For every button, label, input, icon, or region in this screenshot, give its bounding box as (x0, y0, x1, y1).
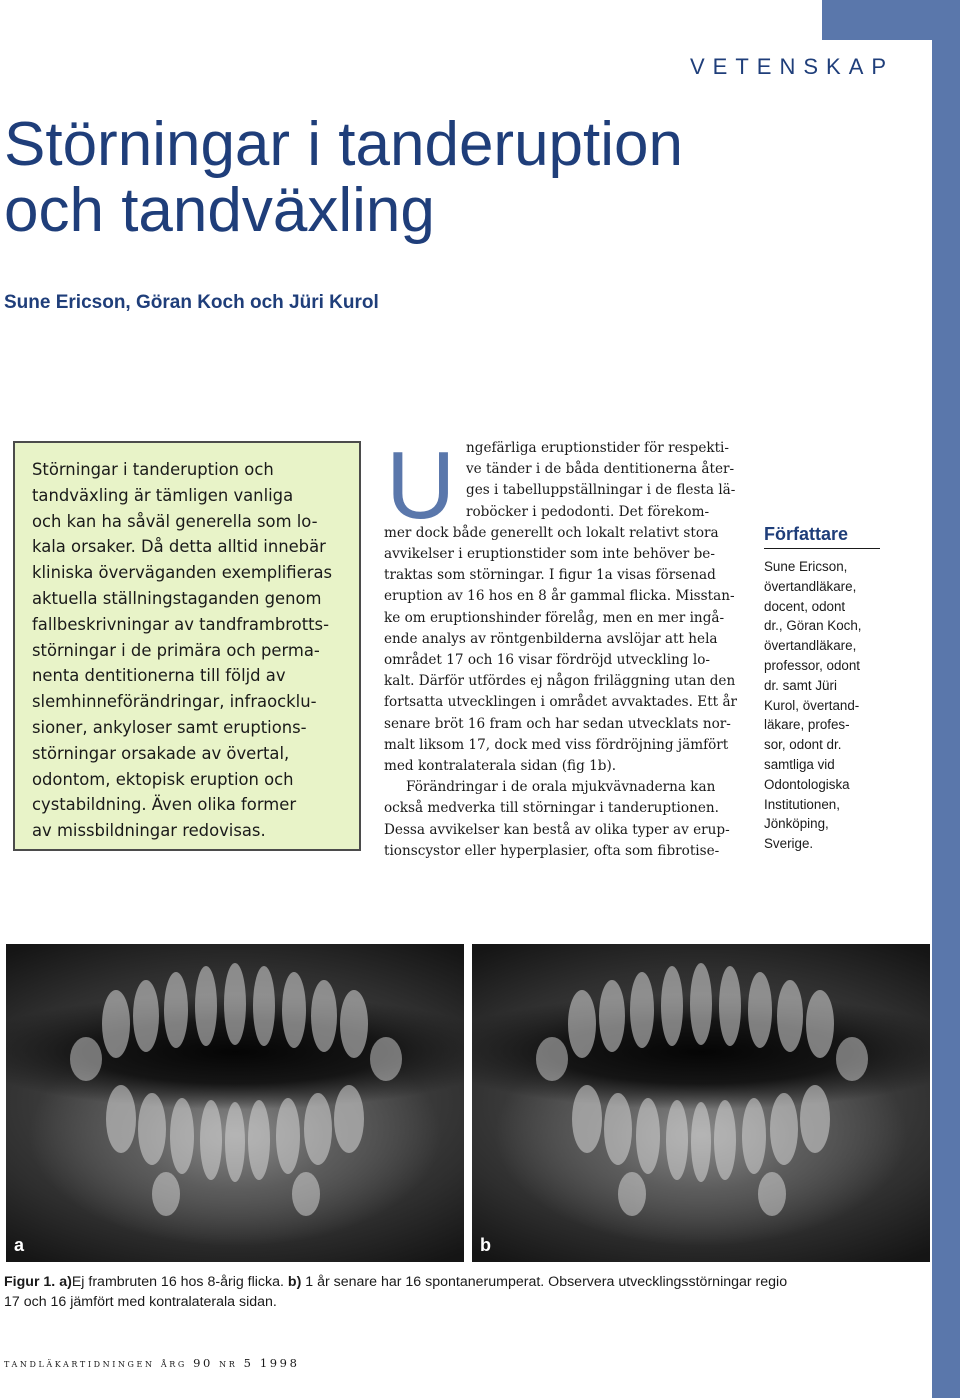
body-line: ges i tabelluppställningar i de flesta lä- (466, 482, 736, 499)
body-line: roböcker i pedodonti. Det förekom- (466, 503, 710, 520)
author-line: sor, odont dr. (764, 737, 842, 753)
body-line: Dessa avvikelser kan bestå av olika typer av erup- (384, 821, 730, 838)
xray-teeth-graphic (472, 944, 930, 1262)
body-line: ke om eruptionshinder förelåg, men en mer ingå- (384, 609, 725, 626)
author-line: professor, odont (764, 657, 861, 673)
author-line: Sune Ericson, (764, 559, 848, 574)
abstract-line: cystabildning. Även olika former (32, 795, 297, 815)
author-line: övertandläkare, (764, 638, 857, 654)
abstract-box (13, 441, 361, 851)
body-line: kalt. Därför utfördes ej någon friläggning utan den (384, 673, 736, 690)
body-line: traktas som störningar. I figur 1a visas försenad (384, 567, 716, 584)
figure-caption (4, 1272, 904, 1312)
abstract-line: störningar orsakade av övertal, (32, 743, 290, 763)
author-heading: Författare (764, 524, 880, 549)
caption-a-text: Ej frambruten 16 hos 8-årig flicka. (71, 1274, 284, 1290)
abstract-line: odontom, ektopisk eruption och (32, 769, 294, 789)
body-line: tionscystor eller hyperplasier, ofta som fibrotise- (384, 842, 720, 859)
caption-line-2: 17 och 16 jämfört med kontralaterala sidan. (4, 1294, 277, 1310)
body-line: Förändringar i de orala mjukvävnaderna kan (406, 779, 716, 796)
body-line: också medverka till störningar i tanderuptionen. (384, 800, 719, 817)
author-line: övertandläkare, (764, 578, 857, 594)
title-line: och tandväxling (4, 176, 435, 245)
abstract-line: kliniska överväganden exemplifieras (32, 563, 333, 583)
abstract-line: tandväxling är tämligen vanliga (32, 485, 294, 505)
author-line: läkare, profes- (764, 717, 850, 733)
author-line: Institutionen, (764, 796, 840, 812)
author-line: docent, odont (764, 598, 846, 614)
abstract-line: slemhinneförändringar, infraocklu- (32, 692, 317, 712)
author-info (764, 557, 884, 854)
abstract-line: Störningar i tanderuption och (32, 460, 274, 479)
abstract-line: fallbeskrivningar av tandframbrotts- (32, 614, 330, 634)
body-line: mer dock både generellt och lokalt relativt stora (384, 524, 719, 541)
xray-image-b (472, 944, 930, 1262)
author-line: Odontologiska (764, 776, 850, 792)
author-line: dr., Göran Koch, (764, 618, 862, 634)
body-line: ende analys av röntgenbilderna avslöjar att hela (384, 630, 718, 647)
body-line: senare bröt 16 fram och har sedan utvecklats nor- (384, 715, 731, 732)
side-bar-top (822, 0, 932, 40)
abstract-line: aktuella ställningstaganden genom (32, 588, 322, 608)
author-box (764, 524, 884, 854)
body-line: ve tänder i de båda dentitionerna åter- (466, 461, 735, 478)
abstract-line: sioner, ankyloser samt eruptions- (32, 717, 307, 737)
section-label: VETENSKAP (690, 54, 895, 79)
article-title (4, 112, 784, 244)
abstract-line: nenta dentitionerna till följd av (32, 666, 286, 686)
body-line: fortsatta utvecklingen i området avvaktades. Ett år (384, 694, 738, 711)
body-line: malt liksom 17, dock med viss fördröjning jämfört (384, 736, 729, 753)
abstract-line: och kan ha såväl generella som lo- (32, 511, 318, 531)
caption-a-label: a) (59, 1274, 72, 1290)
author-line: Sverige. (764, 836, 814, 852)
caption-label: Figur 1. (4, 1274, 56, 1290)
title-line: Störningar i tanderuption (4, 110, 684, 179)
author-line: Kurol, övertand- (764, 697, 860, 713)
body-line: ngefärliga eruptionstider för respekti- (466, 440, 730, 456)
side-bar (932, 0, 960, 1398)
authors: Sune Ericson, Göran Koch och Jüri Kurol (4, 292, 379, 313)
body-line: avvikelser i eruptionstider som inte behöver be- (384, 546, 715, 563)
abstract-line: kala orsaker. Då detta alltid innebär (32, 537, 326, 557)
author-line: samtliga vid (764, 756, 835, 772)
drop-cap: U (386, 432, 456, 539)
abstract-line: av missbildningar redovisas. (32, 821, 266, 841)
xray-image-a (6, 944, 464, 1262)
journal-footer: tandläkartidningen årg 90 nr 5 1998 (4, 1356, 300, 1370)
body-text (384, 432, 754, 862)
body-line: eruption av 16 hos en 8 år gammal flicka. Misstan- (384, 588, 735, 605)
caption-b-text: 1 år senare har 16 spontanerumperat. Observera utvecklingsstörningar regio (301, 1274, 788, 1290)
panel-label-b: b (480, 1235, 491, 1255)
caption-line-1 (4, 1272, 904, 1292)
body-line: området 17 och 16 visar fördröjd utveckling lo- (384, 652, 710, 669)
body-line: med kontralaterala sidan (fig 1b). (384, 758, 617, 775)
author-line: dr. samt Jüri (764, 677, 837, 693)
author-line: Jönköping, (764, 816, 829, 832)
caption-b-label: b) (287, 1274, 302, 1290)
panel-label-a: a (14, 1235, 25, 1255)
abstract-line: störningar i de primära och perma- (32, 640, 320, 660)
xray-teeth-graphic (6, 944, 464, 1262)
